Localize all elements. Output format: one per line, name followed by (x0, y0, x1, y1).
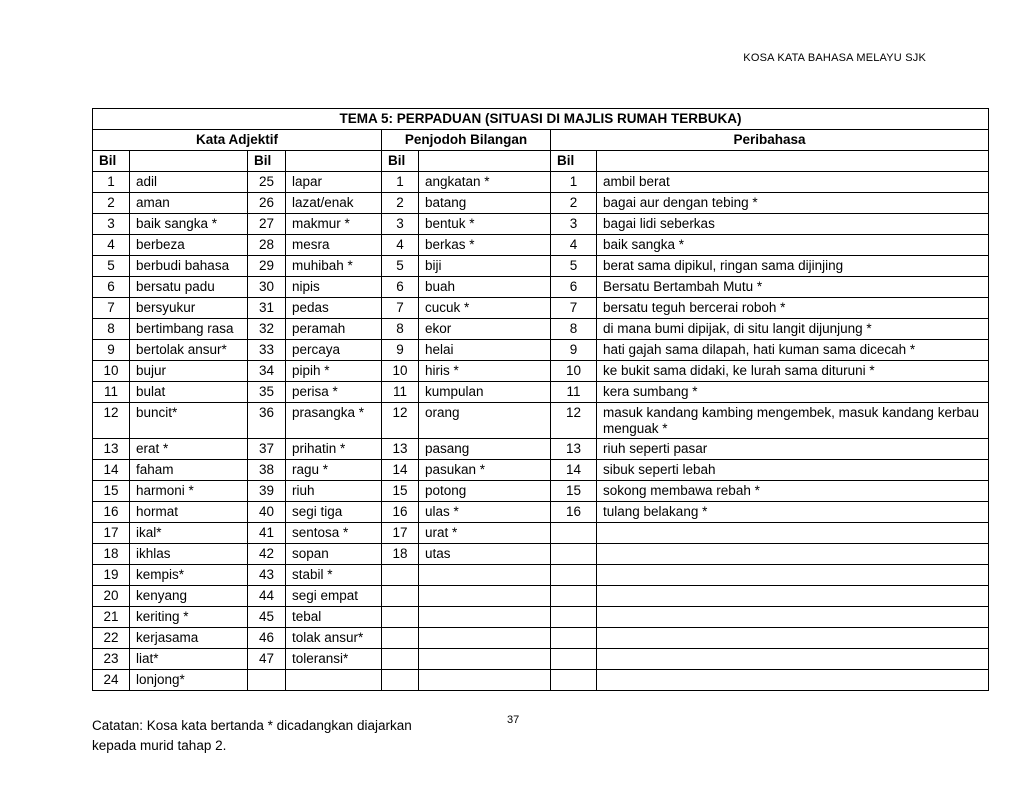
penjodoh-number: 5 (382, 256, 419, 277)
peribahasa-text (597, 649, 989, 670)
table-title: TEMA 5: PERPADUAN (SITUASI DI MAJLIS RUMAH TERBUKA) (93, 109, 989, 130)
penjodoh-word: biji (419, 256, 551, 277)
adjektif-number: 18 (93, 544, 130, 565)
adjektif-word: pipih * (286, 361, 382, 382)
adjektif-number: 41 (248, 523, 286, 544)
peribahasa-text (597, 670, 989, 691)
table-row (93, 670, 989, 691)
adjektif-number: 36 (248, 403, 286, 439)
bil-header: Bil (93, 151, 130, 172)
penjodoh-number: 3 (382, 214, 419, 235)
adjektif-word: baik sangka * (130, 214, 248, 235)
adjektif-word: lazat/enak (286, 193, 382, 214)
adjektif-number: 37 (248, 439, 286, 460)
peribahasa-number (551, 544, 597, 565)
adjektif-word: lonjong* (130, 670, 248, 691)
peribahasa-number (551, 649, 597, 670)
adjektif-number: 32 (248, 319, 286, 340)
adjektif-word: makmur * (286, 214, 382, 235)
penjodoh-word (419, 628, 551, 649)
adjektif-word: ikal* (130, 523, 248, 544)
penjodoh-word (419, 565, 551, 586)
penjodoh-word (419, 649, 551, 670)
adjektif-number: 9 (93, 340, 130, 361)
vocabulary-table (92, 108, 989, 691)
penjodoh-number (382, 565, 419, 586)
peribahasa-text: Bersatu Bertambah Mutu * (597, 277, 989, 298)
adjektif-word: bersyukur (130, 298, 248, 319)
adjektif-word: pedas (286, 298, 382, 319)
footnote (92, 716, 412, 756)
adjektif-word: ikhlas (130, 544, 248, 565)
table-row (93, 502, 989, 523)
adjektif-word: stabil * (286, 565, 382, 586)
penjodoh-number: 18 (382, 544, 419, 565)
peribahasa-number: 8 (551, 319, 597, 340)
adjektif-word: prihatin * (286, 439, 382, 460)
peribahasa-number: 11 (551, 382, 597, 403)
adjektif-number: 45 (248, 607, 286, 628)
adjektif-number: 7 (93, 298, 130, 319)
adjektif-number: 12 (93, 403, 130, 439)
penjodoh-number: 14 (382, 460, 419, 481)
peribahasa-number: 7 (551, 298, 597, 319)
peribahasa-text: masuk kandang kambing mengembek, masuk kandang kerbau menguak * (597, 403, 989, 439)
adjektif-word: liat* (130, 649, 248, 670)
table-row (93, 565, 989, 586)
adjektif-number: 8 (93, 319, 130, 340)
adjektif-word: peramah (286, 319, 382, 340)
adjektif-number: 39 (248, 481, 286, 502)
table-row (93, 628, 989, 649)
table-row (93, 214, 989, 235)
penjodoh-word: berkas * (419, 235, 551, 256)
empty-header-cell (597, 151, 989, 172)
adjektif-word: keriting * (130, 607, 248, 628)
adjektif-word: segi empat (286, 586, 382, 607)
adjektif-number: 10 (93, 361, 130, 382)
penjodoh-number: 2 (382, 193, 419, 214)
peribahasa-number: 1 (551, 172, 597, 193)
penjodoh-word: utas (419, 544, 551, 565)
penjodoh-number (382, 607, 419, 628)
table-row (93, 298, 989, 319)
peribahasa-text: di mana bumi dipijak, di situ langit dijunjung * (597, 319, 989, 340)
adjektif-number: 14 (93, 460, 130, 481)
adjektif-number: 3 (93, 214, 130, 235)
adjektif-word: bertimbang rasa (130, 319, 248, 340)
adjektif-word: ragu * (286, 460, 382, 481)
penjodoh-word: potong (419, 481, 551, 502)
penjodoh-word: pasukan * (419, 460, 551, 481)
adjektif-number: 26 (248, 193, 286, 214)
peribahasa-number (551, 670, 597, 691)
table-row (93, 277, 989, 298)
adjektif-number: 44 (248, 586, 286, 607)
adjektif-word: kerjasama (130, 628, 248, 649)
penjodoh-number (382, 670, 419, 691)
adjektif-word: muhibah * (286, 256, 382, 277)
adjektif-word: toleransi* (286, 649, 382, 670)
adjektif-word: berbeza (130, 235, 248, 256)
section-peribahasa: Peribahasa (551, 130, 989, 151)
peribahasa-text (597, 586, 989, 607)
table-row (93, 235, 989, 256)
adjektif-word: buncit* (130, 403, 248, 439)
table-row (93, 382, 989, 403)
penjodoh-word: buah (419, 277, 551, 298)
footnote-line-1: Catatan: Kosa kata bertanda * dicadangkan diajarkan (92, 718, 412, 733)
peribahasa-number: 10 (551, 361, 597, 382)
table-row (93, 361, 989, 382)
peribahasa-number: 12 (551, 403, 597, 439)
adjektif-word: perisa * (286, 382, 382, 403)
running-header: KOSA KATA BAHASA MELAYU SJK (743, 52, 926, 64)
penjodoh-word: pasang (419, 439, 551, 460)
adjektif-number: 24 (93, 670, 130, 691)
peribahasa-number: 9 (551, 340, 597, 361)
adjektif-word: aman (130, 193, 248, 214)
penjodoh-word (419, 586, 551, 607)
adjektif-number: 23 (93, 649, 130, 670)
penjodoh-word (419, 607, 551, 628)
penjodoh-number: 12 (382, 403, 419, 439)
peribahasa-text: riuh seperti pasar (597, 439, 989, 460)
adjektif-word: prasangka * (286, 403, 382, 439)
adjektif-word: sentosa * (286, 523, 382, 544)
peribahasa-text: sibuk seperti lebah (597, 460, 989, 481)
penjodoh-word: angkatan * (419, 172, 551, 193)
table-row (93, 523, 989, 544)
peribahasa-number: 13 (551, 439, 597, 460)
peribahasa-text: tulang belakang * (597, 502, 989, 523)
adjektif-word (286, 670, 382, 691)
penjodoh-word: hiris * (419, 361, 551, 382)
adjektif-number: 40 (248, 502, 286, 523)
bil-header: Bil (551, 151, 597, 172)
peribahasa-text: bagai aur dengan tebing * (597, 193, 989, 214)
section-kata-adjektif: Kata Adjektif (93, 130, 382, 151)
table-row (93, 544, 989, 565)
penjodoh-number (382, 586, 419, 607)
table-row (93, 340, 989, 361)
peribahasa-text: kera sumbang * (597, 382, 989, 403)
adjektif-number: 43 (248, 565, 286, 586)
adjektif-word: percaya (286, 340, 382, 361)
penjodoh-word: urat * (419, 523, 551, 544)
adjektif-word: kempis* (130, 565, 248, 586)
peribahasa-text: baik sangka * (597, 235, 989, 256)
adjektif-number: 47 (248, 649, 286, 670)
table-row (93, 193, 989, 214)
penjodoh-word: ulas * (419, 502, 551, 523)
peribahasa-number (551, 628, 597, 649)
bil-header: Bil (248, 151, 286, 172)
peribahasa-text (597, 607, 989, 628)
peribahasa-number (551, 565, 597, 586)
penjodoh-word: ekor (419, 319, 551, 340)
adjektif-number: 2 (93, 193, 130, 214)
adjektif-word: erat * (130, 439, 248, 460)
peribahasa-text: sokong membawa rebah * (597, 481, 989, 502)
penjodoh-number: 17 (382, 523, 419, 544)
table-row (93, 319, 989, 340)
peribahasa-text (597, 628, 989, 649)
penjodoh-number: 8 (382, 319, 419, 340)
adjektif-number: 27 (248, 214, 286, 235)
adjektif-number: 29 (248, 256, 286, 277)
penjodoh-word: helai (419, 340, 551, 361)
table-row (93, 586, 989, 607)
adjektif-word: tolak ansur* (286, 628, 382, 649)
adjektif-number: 31 (248, 298, 286, 319)
peribahasa-number: 14 (551, 460, 597, 481)
peribahasa-text (597, 544, 989, 565)
adjektif-number: 15 (93, 481, 130, 502)
empty-header-cell (419, 151, 551, 172)
table-row (93, 460, 989, 481)
adjektif-number: 42 (248, 544, 286, 565)
penjodoh-word: cucuk * (419, 298, 551, 319)
adjektif-word: riuh (286, 481, 382, 502)
penjodoh-number: 1 (382, 172, 419, 193)
peribahasa-number: 4 (551, 235, 597, 256)
peribahasa-number: 15 (551, 481, 597, 502)
empty-header-cell (130, 151, 248, 172)
section-penjodoh-bilangan: Penjodoh Bilangan (382, 130, 551, 151)
adjektif-word: sopan (286, 544, 382, 565)
adjektif-word: lapar (286, 172, 382, 193)
adjektif-number: 16 (93, 502, 130, 523)
penjodoh-word: orang (419, 403, 551, 439)
peribahasa-text: berat sama dipikul, ringan sama dijinjing (597, 256, 989, 277)
penjodoh-number (382, 649, 419, 670)
peribahasa-number (551, 523, 597, 544)
adjektif-number: 17 (93, 523, 130, 544)
peribahasa-text: ambil berat (597, 172, 989, 193)
penjodoh-number: 4 (382, 235, 419, 256)
penjodoh-word (419, 670, 551, 691)
empty-header-cell (286, 151, 382, 172)
adjektif-word: mesra (286, 235, 382, 256)
table-row (93, 172, 989, 193)
adjektif-word: faham (130, 460, 248, 481)
adjektif-word: harmoni * (130, 481, 248, 502)
adjektif-number: 6 (93, 277, 130, 298)
adjektif-word: bertolak ansur* (130, 340, 248, 361)
adjektif-word: hormat (130, 502, 248, 523)
penjodoh-number (382, 628, 419, 649)
table-row (93, 649, 989, 670)
adjektif-number: 5 (93, 256, 130, 277)
table-row (93, 256, 989, 277)
peribahasa-number (551, 607, 597, 628)
adjektif-word: bersatu padu (130, 277, 248, 298)
peribahasa-number (551, 586, 597, 607)
adjektif-number: 28 (248, 235, 286, 256)
adjektif-number: 1 (93, 172, 130, 193)
adjektif-number: 30 (248, 277, 286, 298)
table-row (93, 607, 989, 628)
adjektif-word: kenyang (130, 586, 248, 607)
peribahasa-number: 6 (551, 277, 597, 298)
peribahasa-text: hati gajah sama dilapah, hati kuman sama dicecah * (597, 340, 989, 361)
penjodoh-word: bentuk * (419, 214, 551, 235)
adjektif-number: 34 (248, 361, 286, 382)
peribahasa-number: 3 (551, 214, 597, 235)
adjektif-number: 21 (93, 607, 130, 628)
adjektif-word: tebal (286, 607, 382, 628)
table-row (93, 481, 989, 502)
penjodoh-number: 15 (382, 481, 419, 502)
adjektif-number: 20 (93, 586, 130, 607)
penjodoh-word: kumpulan (419, 382, 551, 403)
adjektif-number: 11 (93, 382, 130, 403)
peribahasa-text: bagai lidi seberkas (597, 214, 989, 235)
adjektif-word: adil (130, 172, 248, 193)
adjektif-number: 22 (93, 628, 130, 649)
adjektif-number: 38 (248, 460, 286, 481)
peribahasa-number: 16 (551, 502, 597, 523)
adjektif-number: 46 (248, 628, 286, 649)
adjektif-word: berbudi bahasa (130, 256, 248, 277)
footnote-line-2: kepada murid tahap 2. (92, 738, 227, 753)
adjektif-word: nipis (286, 277, 382, 298)
peribahasa-text (597, 523, 989, 544)
peribahasa-number: 2 (551, 193, 597, 214)
penjodoh-number: 6 (382, 277, 419, 298)
penjodoh-number: 9 (382, 340, 419, 361)
table-row (93, 439, 989, 460)
adjektif-word: segi tiga (286, 502, 382, 523)
peribahasa-text: bersatu teguh bercerai roboh * (597, 298, 989, 319)
adjektif-word: bulat (130, 382, 248, 403)
penjodoh-number: 16 (382, 502, 419, 523)
peribahasa-text (597, 565, 989, 586)
bil-header: Bil (382, 151, 419, 172)
adjektif-number (248, 670, 286, 691)
penjodoh-number: 11 (382, 382, 419, 403)
table-row (93, 403, 989, 439)
penjodoh-number: 13 (382, 439, 419, 460)
adjektif-number: 19 (93, 565, 130, 586)
penjodoh-number: 10 (382, 361, 419, 382)
peribahasa-text: ke bukit sama didaki, ke lurah sama dituruni * (597, 361, 989, 382)
adjektif-number: 25 (248, 172, 286, 193)
page-number: 37 (507, 714, 520, 726)
peribahasa-number: 5 (551, 256, 597, 277)
adjektif-word: bujur (130, 361, 248, 382)
penjodoh-number: 7 (382, 298, 419, 319)
adjektif-number: 33 (248, 340, 286, 361)
penjodoh-word: batang (419, 193, 551, 214)
adjektif-number: 35 (248, 382, 286, 403)
adjektif-number: 13 (93, 439, 130, 460)
adjektif-number: 4 (93, 235, 130, 256)
